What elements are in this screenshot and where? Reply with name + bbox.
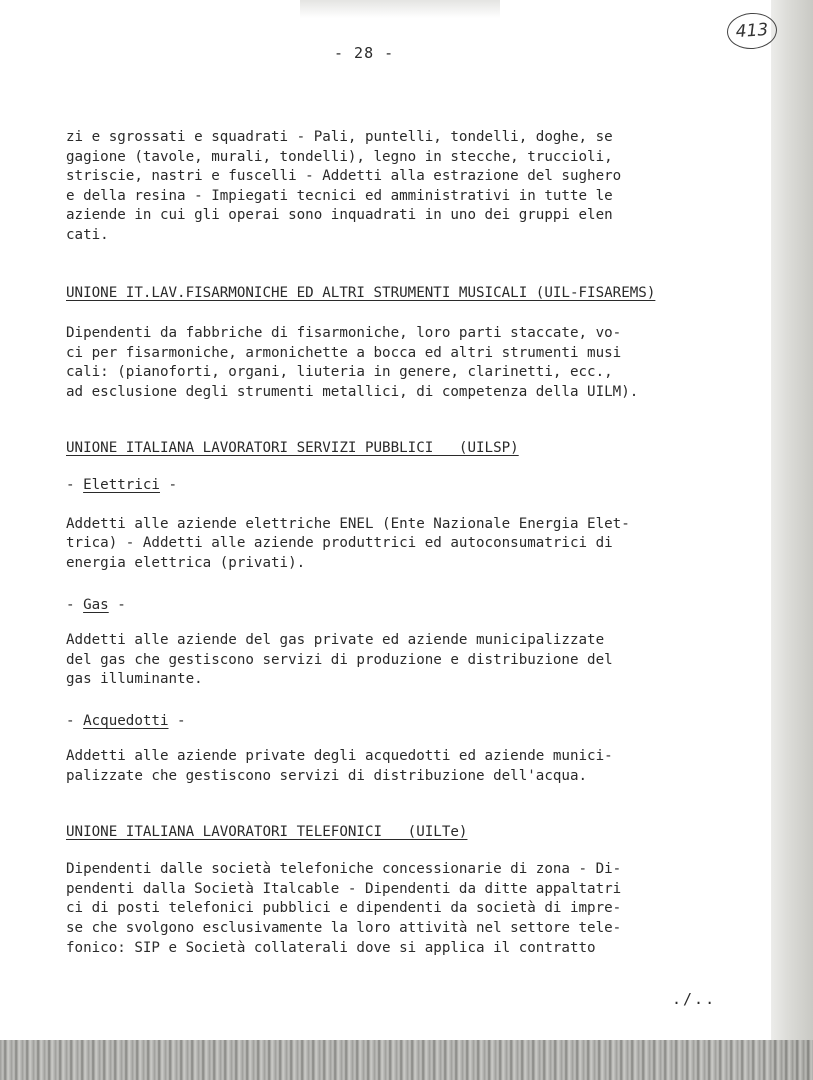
text-line: ci per fisarmoniche, armonichette a bocca ed altri strumenti musi	[66, 344, 622, 361]
text-line: pendenti dalla Società Italcable - Dipendenti da ditte appaltatri	[66, 880, 622, 897]
section-paragraph-uilte	[66, 860, 716, 958]
dash-prefix: -	[66, 596, 84, 613]
section-heading-uilsp: UNIONE ITALIANA LAVORATORI SERVIZI PUBBLICI (UILSP)	[66, 439, 519, 456]
section-paragraph-uil-fisarems	[66, 324, 716, 402]
subsection-title: Acquedotti	[83, 712, 169, 729]
text-line: cali: (pianoforti, organi, liuteria in genere, clarinetti, ecc.,	[66, 364, 613, 381]
text-line: Addetti alle aziende del gas private ed aziende municipalizzate	[66, 632, 605, 649]
dash-suffix: -	[168, 712, 186, 729]
section-heading-uilte: UNIONE ITALIANA LAVORATORI TELEFONICI (UILTe)	[66, 823, 468, 840]
subsection-title: Gas	[83, 596, 109, 613]
text-line: cati.	[66, 226, 109, 243]
dash-suffix: -	[159, 477, 178, 494]
text-line: ci di posti telefonici pubblici e dipendenti da società di impre-	[66, 900, 622, 917]
text-line: Addetti alle aziende private degli acquedotti ed aziende munici-	[66, 748, 613, 765]
text-line: ad esclusione degli strumenti metallici, di competenza della UILM).	[66, 383, 639, 400]
document-body	[66, 128, 716, 958]
dash-suffix: -	[108, 596, 126, 613]
text-line: Dipendenti dalle società telefoniche concessionarie di zona - Di-	[66, 861, 622, 878]
text-line: del gas che gestiscono servizi di produzione e distribuzione del	[66, 651, 613, 668]
dash-prefix: -	[66, 712, 84, 729]
text-line: se che svolgono esclusivamente la loro attività nel settore tele-	[66, 920, 622, 937]
page-number: - 28 -	[334, 44, 395, 62]
text-line: e della resina - Impiegati tecnici ed amministrativi in tutte le	[66, 187, 613, 204]
archive-number-stamp: 413	[726, 11, 778, 50]
subsection-title: Elettrici	[83, 477, 160, 494]
text-line: aziende in cui gli operai sono inquadrati in uno dei gruppi elen	[66, 207, 613, 224]
subsection-paragraph-acquedotti	[66, 747, 716, 786]
subsection-heading-acquedotti	[66, 712, 716, 732]
section-heading-uil-fisarems: UNIONE IT.LAV.FISARMONICHE ED ALTRI STRUMENTI MUSICALI (UIL-FISAREMS)	[66, 284, 656, 301]
scan-edge-right	[771, 0, 813, 1080]
scan-edge-bottom	[0, 1040, 813, 1080]
subsection-paragraph-gas	[66, 631, 716, 690]
subsection-heading-gas	[66, 596, 716, 616]
text-line: zi e sgrossati e squadrati - Pali, puntelli, tondelli, doghe, se	[66, 129, 613, 145]
text-line: trica) - Addetti alle aziende produttrici ed autoconsumatrici di	[66, 535, 613, 552]
continue-mark: ./..	[672, 990, 717, 1008]
dash-prefix: -	[66, 477, 84, 494]
text-line: Dipendenti da fabbriche di fisarmoniche, loro parti staccate, vo-	[66, 325, 622, 342]
text-line: energia elettrica (privati).	[66, 554, 306, 571]
text-line: gagione (tavole, murali, tondelli), legno in stecche, truccioli,	[66, 148, 613, 165]
text-line: palizzate che gestiscono servizi di distribuzione dell'acqua.	[66, 768, 588, 785]
intro-paragraph	[66, 128, 716, 246]
text-line: gas illuminante.	[66, 671, 203, 688]
text-line: fonico: SIP e Società collaterali dove si applica il contratto	[66, 939, 596, 956]
text-line: Addetti alle aziende elettriche ENEL (Ente Nazionale Energia Elet-	[66, 515, 630, 532]
text-line: striscie, nastri e fuscelli - Addetti alla estrazione del sughero	[66, 168, 622, 185]
subsection-heading-elettrici	[66, 476, 716, 496]
subsection-paragraph-elettrici	[66, 515, 716, 574]
scan-shadow-top	[300, 0, 500, 18]
